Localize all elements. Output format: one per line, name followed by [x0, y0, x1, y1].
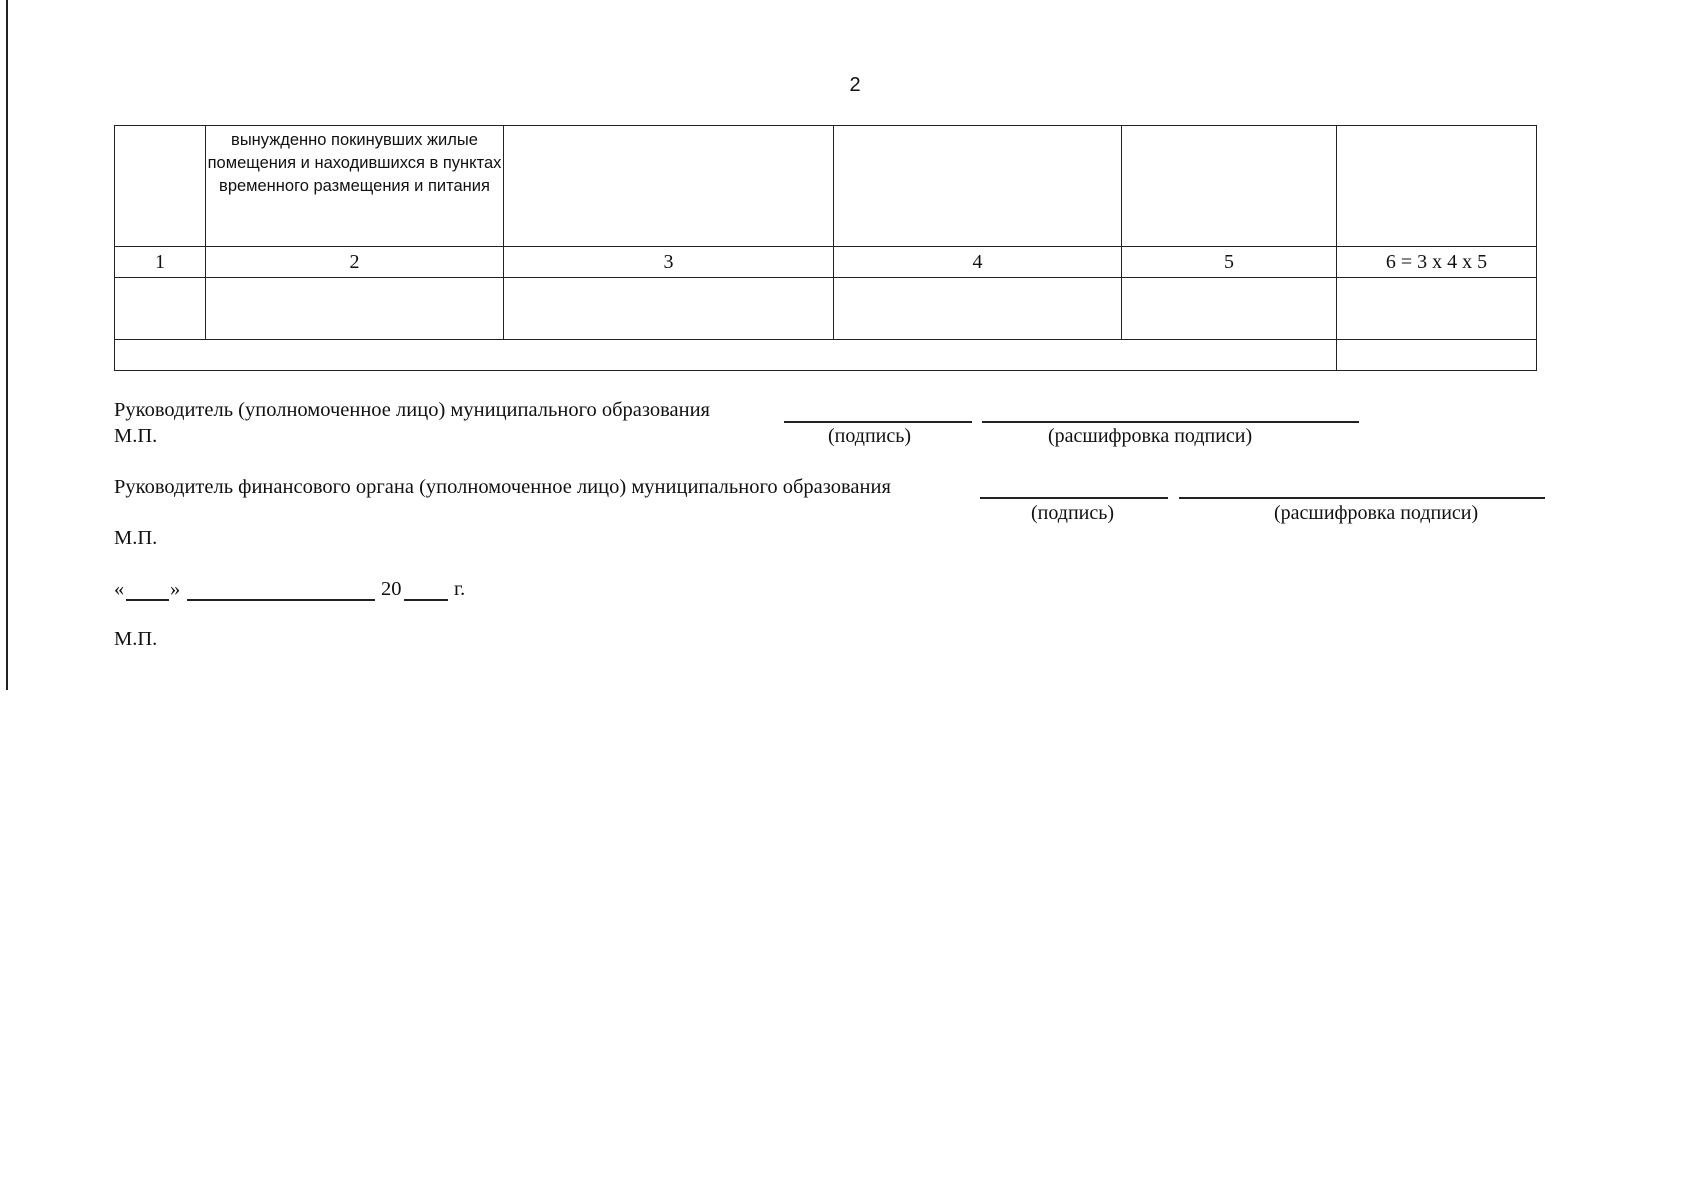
page-number: 2	[849, 74, 861, 96]
date-day-line	[126, 599, 169, 601]
stamp-label: М.П.	[114, 527, 158, 549]
decoding-caption: (расшифровка подписи)	[1274, 502, 1479, 524]
column-number: 6 = 3 х 4 х 5	[1337, 247, 1537, 278]
table-cell	[504, 126, 834, 247]
date-month-line	[187, 599, 375, 601]
table-row	[115, 278, 1537, 340]
total-label-cell	[115, 340, 1337, 371]
signature-caption: (подпись)	[1031, 502, 1115, 524]
column-number: 2	[206, 247, 504, 278]
table-header-row	[115, 126, 1537, 247]
head-decoding-line	[982, 421, 1359, 423]
date-open-quote: «	[114, 578, 125, 600]
page-edge-rule	[6, 0, 8, 690]
table-cell	[115, 278, 206, 340]
stamp-label: М.П.	[114, 628, 158, 650]
finance-signature-line	[980, 497, 1168, 499]
signature-caption: (подпись)	[828, 425, 912, 447]
column-2-header: вынужденно покинувших жилые помещения и находившихся в пунктах временного размещения и питания	[206, 126, 504, 247]
column-number-row	[115, 247, 1537, 278]
stamp-label: М.П.	[114, 425, 158, 447]
column-number: 3	[504, 247, 834, 278]
table-cell	[834, 278, 1122, 340]
table-cell	[115, 126, 206, 247]
total-value-cell	[1337, 340, 1537, 371]
date-year-suffix: г.	[454, 578, 466, 600]
date-close-quote: »	[170, 578, 181, 600]
date-century: 20	[381, 578, 402, 600]
column-number: 5	[1122, 247, 1337, 278]
head-signature-label: Руководитель (уполномоченное лицо) муниципального образования	[114, 399, 710, 421]
table-cell	[1337, 126, 1537, 247]
decoding-caption: (расшифровка подписи)	[1048, 425, 1253, 447]
finance-signature-label: Руководитель финансового органа (уполномоченное лицо) муниципального образования	[114, 476, 891, 498]
column-number: 1	[115, 247, 206, 278]
table-cell	[834, 126, 1122, 247]
column-number: 4	[834, 247, 1122, 278]
form-table	[114, 125, 1537, 371]
total-row	[115, 340, 1537, 371]
date-year-line	[404, 599, 448, 601]
table-cell	[1122, 126, 1337, 247]
table-cell	[504, 278, 834, 340]
table-cell	[1337, 278, 1537, 340]
finance-decoding-line	[1179, 497, 1545, 499]
table-cell	[1122, 278, 1337, 340]
table-cell	[206, 278, 504, 340]
head-signature-line	[784, 421, 972, 423]
